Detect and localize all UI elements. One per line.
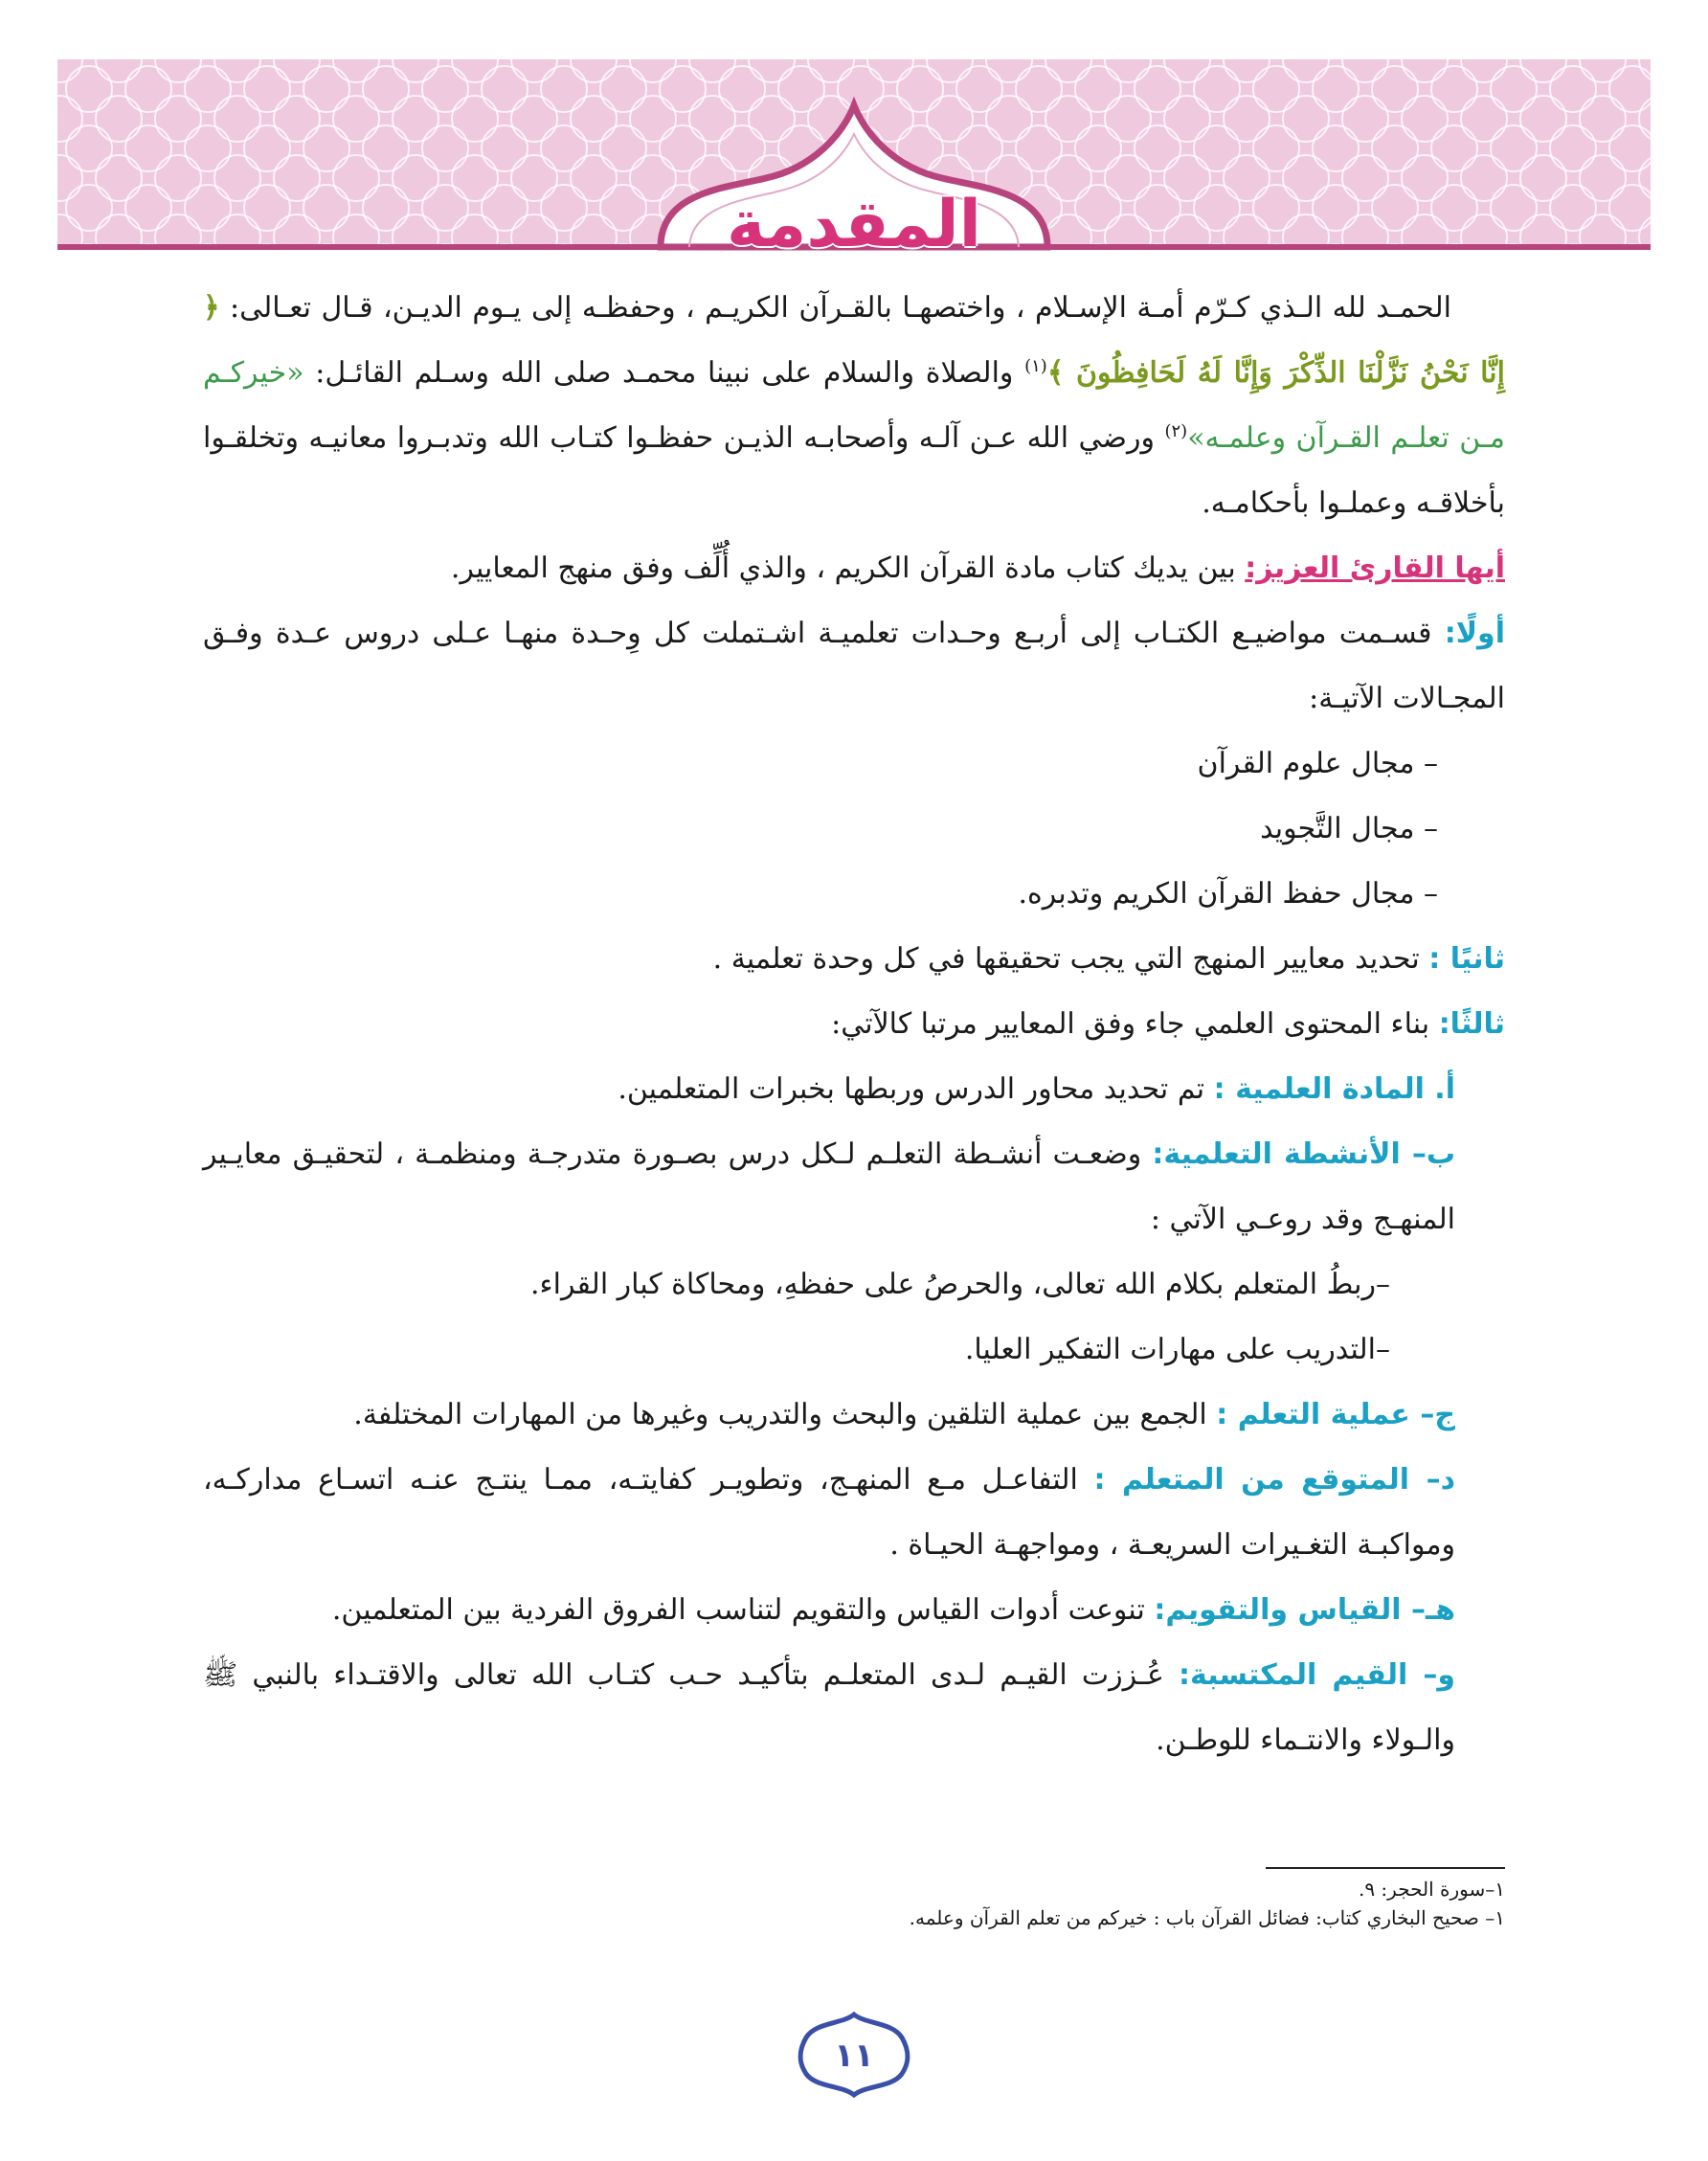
- page-title: المقدمة: [727, 187, 981, 262]
- item-a: [203, 1057, 1505, 1122]
- page-number-badge: [797, 2009, 911, 2101]
- first-text: قسـمت مواضيـع الكتـاب إلى أربـع وحـدات تعلميـة اشـتملت كل وِحـدة منهـا عـلى دروس عـدة وفـق المجـالات الآتيـة:: [203, 617, 1505, 715]
- item-f-label: و– القيم المكتسبة:: [1179, 1658, 1456, 1692]
- item-f: [203, 1643, 1505, 1773]
- footnote-2: ١– صحيح البخاري كتاب: فضائل القرآن باب : خيركم من تعلم القرآن وعلمه.: [909, 1906, 1505, 1929]
- item-c: [203, 1383, 1505, 1448]
- intro-text-2: والصلاة والسلام على نبينا محمـد صلى الله وسـلم القائـل:: [303, 356, 1025, 390]
- intro-text-3: ورضي الله عـن آلـه وأصحابـه الذيـن حفظـوا كتـاب الله وتدبـروا معانيـه وتخلقـوا بأخلاقـه وعملـوا بأحكامـه.: [203, 421, 1505, 520]
- footnote-divider: [1266, 1867, 1505, 1869]
- third-text: بناء المحتوى العلمي جاء وفق المعايير مرتبا كالآتي:: [831, 1007, 1439, 1041]
- item-b-text: وضعـت أنشـطة التعلـم لـكل درس بصـورة متدرجـة ومنظمـة ، لتحقيـق معايـير المنهـج وقد روعـي الآتي :: [203, 1137, 1455, 1236]
- sub-list-item: –ربطُ المتعلم بكلام الله تعالى، والحرصُ على حفظهِ، ومحاكاة كبار القراء.: [529, 1268, 1390, 1301]
- item-e: [203, 1578, 1505, 1643]
- item-c-text: الجمع بين عملية التلقين والبحث والتدريب وغيرها من المهارات المختلفة.: [353, 1398, 1217, 1431]
- list-item: – مجال التَّجويد: [1260, 812, 1438, 845]
- footnote-ref-2: (٢): [1164, 421, 1188, 441]
- item-a-text: تم تحديد محاور الدرس وربطها بخبرات المتعلمين.: [618, 1072, 1214, 1106]
- main-content: [203, 276, 1505, 1773]
- sub-list-item: –التدريب على مهارات التفكير العليا.: [964, 1333, 1390, 1366]
- first-label: أولًا:: [1444, 617, 1505, 650]
- item-d-label: د– المتوقع من المتعلم :: [1093, 1463, 1455, 1497]
- intro-text-1: الحمـد لله الـذي كـرّم أمـة الإسـلام ، واختصهـا بالقـرآن الكريـم ، وحفظـه إلى يـوم الديـن، قـال تعـالى:: [219, 291, 1451, 325]
- third-section: [203, 992, 1505, 1057]
- first-section: [203, 601, 1505, 732]
- reader-paragraph: [203, 536, 1505, 601]
- item-e-label: هـ– القياس والتقويم:: [1154, 1593, 1455, 1627]
- second-text: تحديد معايير المنهج التي يجب تحقيقها في كل وحدة تعلمية .: [712, 942, 1429, 976]
- second-section: [203, 927, 1505, 992]
- list-item: – مجال علوم القرآن: [1197, 747, 1438, 780]
- footnotes: [909, 1867, 1505, 1932]
- item-b-label: ب– الأنشطة التعلمية:: [1152, 1137, 1456, 1171]
- intro-paragraph: [203, 276, 1505, 536]
- item-e-text: تنوعت أدوات القياس والتقويم لتناسب الفروق الفردية بين المتعلمين.: [331, 1593, 1155, 1627]
- reader-label: أيها القارئ العزيز:: [1245, 552, 1505, 585]
- item-d: [203, 1448, 1505, 1578]
- item-f-text: عُـززت القيـم لـدى المتعلـم بتأكيـد حـب كتـاب الله تعالى والاقتـداء بالنبي ﷺ والـولاء والانتـماء للوطـن.: [203, 1658, 1455, 1757]
- second-label: ثانيًا :: [1428, 942, 1505, 976]
- third-label: ثالثًا:: [1438, 1007, 1505, 1041]
- item-d-text: التفاعـل مـع المنهـج، وتطويـر كفايتـه، ممـا ينتـج عنـه اتسـاع مداركـه، ومواكبـة التغـيرات السريعـة ، ومواجهـة الحيـاة .: [203, 1463, 1455, 1562]
- reader-text: بين يديك كتاب مادة القرآن الكريم ، والذي أُلِّف وفق منهج المعايير.: [450, 552, 1246, 585]
- list-item: – مجال حفظ القرآن الكريم وتدبره.: [1018, 877, 1438, 911]
- page-number: ١١: [834, 2037, 874, 2075]
- item-a-label: أ. المادة العلمية :: [1213, 1072, 1455, 1106]
- hadith-quote: «خيركـم مـن تعلـم القـرآن وعلمـه»: [203, 356, 1506, 455]
- item-c-label: ج– عملية التعلم :: [1216, 1398, 1455, 1431]
- footnote-1: ١–سورة الحجر: ٩.: [1358, 1878, 1505, 1901]
- footnote-ref-1: (١): [1024, 356, 1047, 376]
- quran-verse: ﴿ إِنَّا نَحْنُ نَزَّلْنَا الذِّكْرَ وَإِنَّا لَهُ لَحَافِظُونَ ﴾: [203, 291, 1505, 390]
- item-b: [203, 1122, 1505, 1252]
